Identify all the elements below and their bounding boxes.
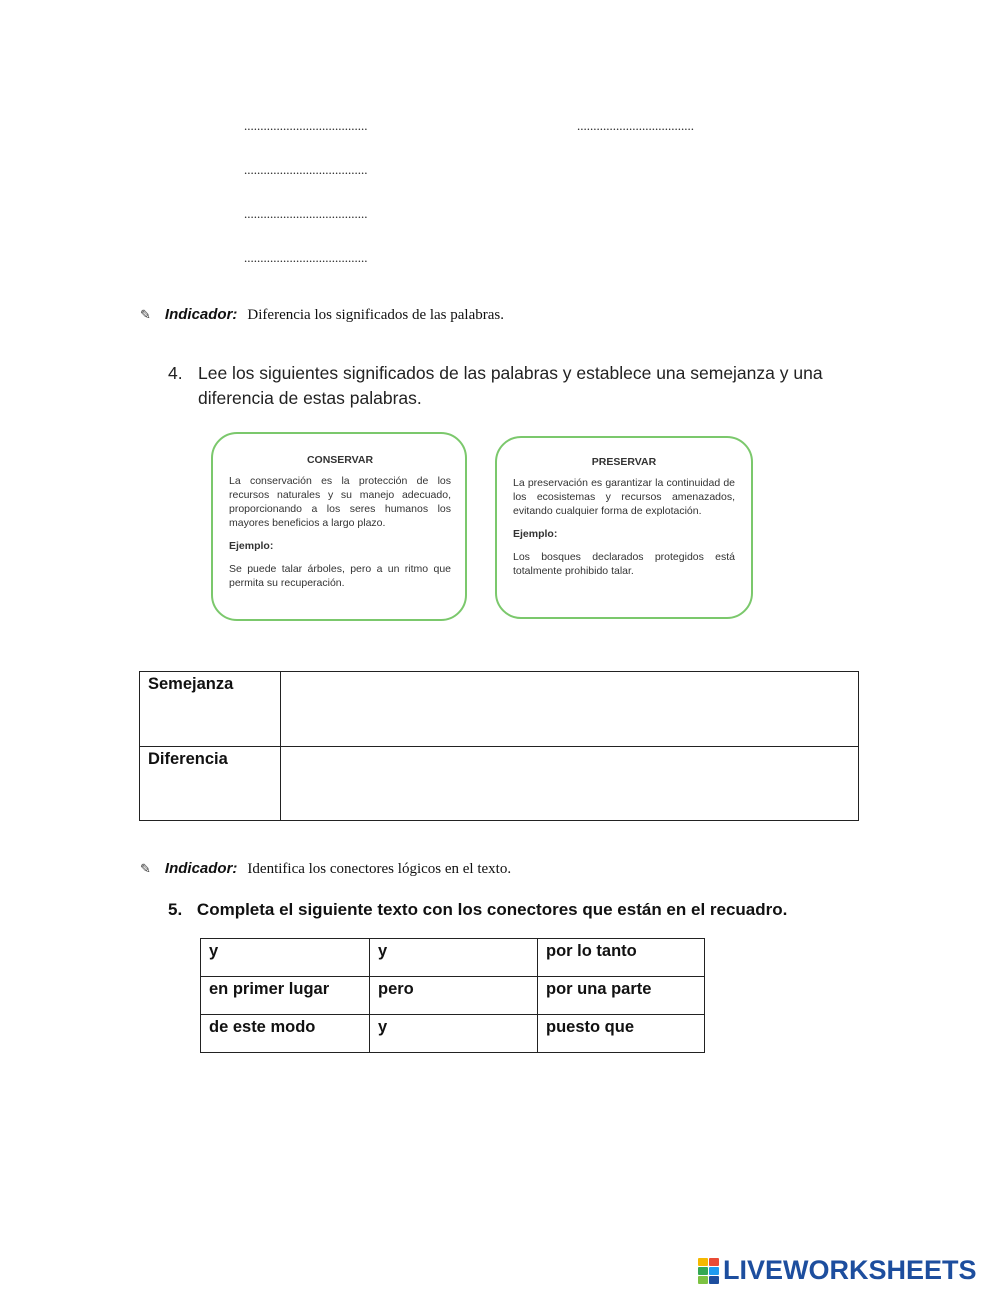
connector-cell: en primer lugar (201, 977, 370, 1015)
connector-cell: y (201, 939, 370, 977)
indicator-text: Identifica los conectores lógicos en el texto. (247, 861, 512, 877)
connectors-table (200, 938, 705, 1053)
card-preservar (495, 436, 753, 619)
liveworksheets-logo (698, 1255, 977, 1286)
card-example-label: Ejemplo: (513, 528, 558, 540)
indicator-text: Diferencia los significados de las palabras. (247, 307, 504, 323)
connector-cell: de este modo (201, 1015, 370, 1053)
question-text: Completa el siguiente texto con los conectores que están en el recuadro. (196, 900, 788, 919)
question-number: 5. (168, 900, 183, 919)
semejanza-answer-cell[interactable] (281, 672, 859, 747)
card-conservar (211, 432, 467, 621)
logo-text: LIVEWORKSHEETS (723, 1255, 977, 1285)
connector-cell: puesto que (538, 1015, 705, 1053)
pen-icon: ✎ (140, 307, 151, 322)
diferencia-answer-cell[interactable] (281, 747, 859, 821)
table-row (201, 977, 705, 1015)
row-label: Semejanza (140, 672, 281, 747)
card-example: Los bosques declarados protegidos está totalmente prohibido talar. (513, 551, 735, 577)
question-4 (168, 361, 878, 413)
question-5 (168, 900, 787, 920)
card-definition: La conservación es la protección de los recursos naturales y su manejo adecuado, proporcionando a los seres humanos los mayores beneficios a largo plazo. (229, 475, 451, 529)
logo-block (709, 1258, 719, 1266)
connector-cell: y (370, 1015, 538, 1053)
indicator-2 (140, 860, 511, 878)
card-example-label: Ejemplo: (229, 540, 274, 552)
card-title: PRESERVAR (591, 456, 657, 468)
card-title: CONSERVAR (306, 454, 374, 466)
card-definition: La preservación es garantizar la continuidad de los ecosistemas y recursos amenazados, evitando cualquier forma de explotación. (513, 477, 735, 517)
connector-cell: por una parte (538, 977, 705, 1015)
connector-cell: por lo tanto (538, 939, 705, 977)
blank-line-1[interactable]: ...................................... (244, 118, 368, 133)
blank-line-5[interactable]: ...................................... (244, 250, 368, 265)
question-text: Lee los siguientes significados de las palabras y establece una semejanza y una diferencia de estas palabras. (198, 363, 823, 408)
logo-blocks-icon (698, 1258, 719, 1284)
indicator-1 (140, 306, 504, 324)
logo-block (709, 1267, 719, 1275)
logo-block (698, 1276, 708, 1284)
question-number: 4. (168, 363, 183, 383)
logo-block (698, 1267, 708, 1275)
blank-line-2[interactable]: .................................... (577, 118, 694, 133)
table-row (201, 1015, 705, 1053)
table-row (140, 672, 859, 747)
connector-cell: y (370, 939, 538, 977)
pen-icon: ✎ (140, 861, 151, 876)
compare-table (139, 671, 859, 821)
indicator-label: Indicador: (164, 860, 238, 877)
row-label: Diferencia (140, 747, 281, 821)
card-example: Se puede talar árboles, pero a un ritmo que permita su recuperación. (229, 563, 451, 589)
blank-line-4[interactable]: ...................................... (244, 206, 368, 221)
blank-line-3[interactable]: ...................................... (244, 162, 368, 177)
connector-cell: pero (370, 977, 538, 1015)
indicator-label: Indicador: (164, 306, 238, 323)
logo-block (698, 1258, 708, 1266)
table-row (140, 747, 859, 821)
logo-block (709, 1276, 719, 1284)
table-row (201, 939, 705, 977)
